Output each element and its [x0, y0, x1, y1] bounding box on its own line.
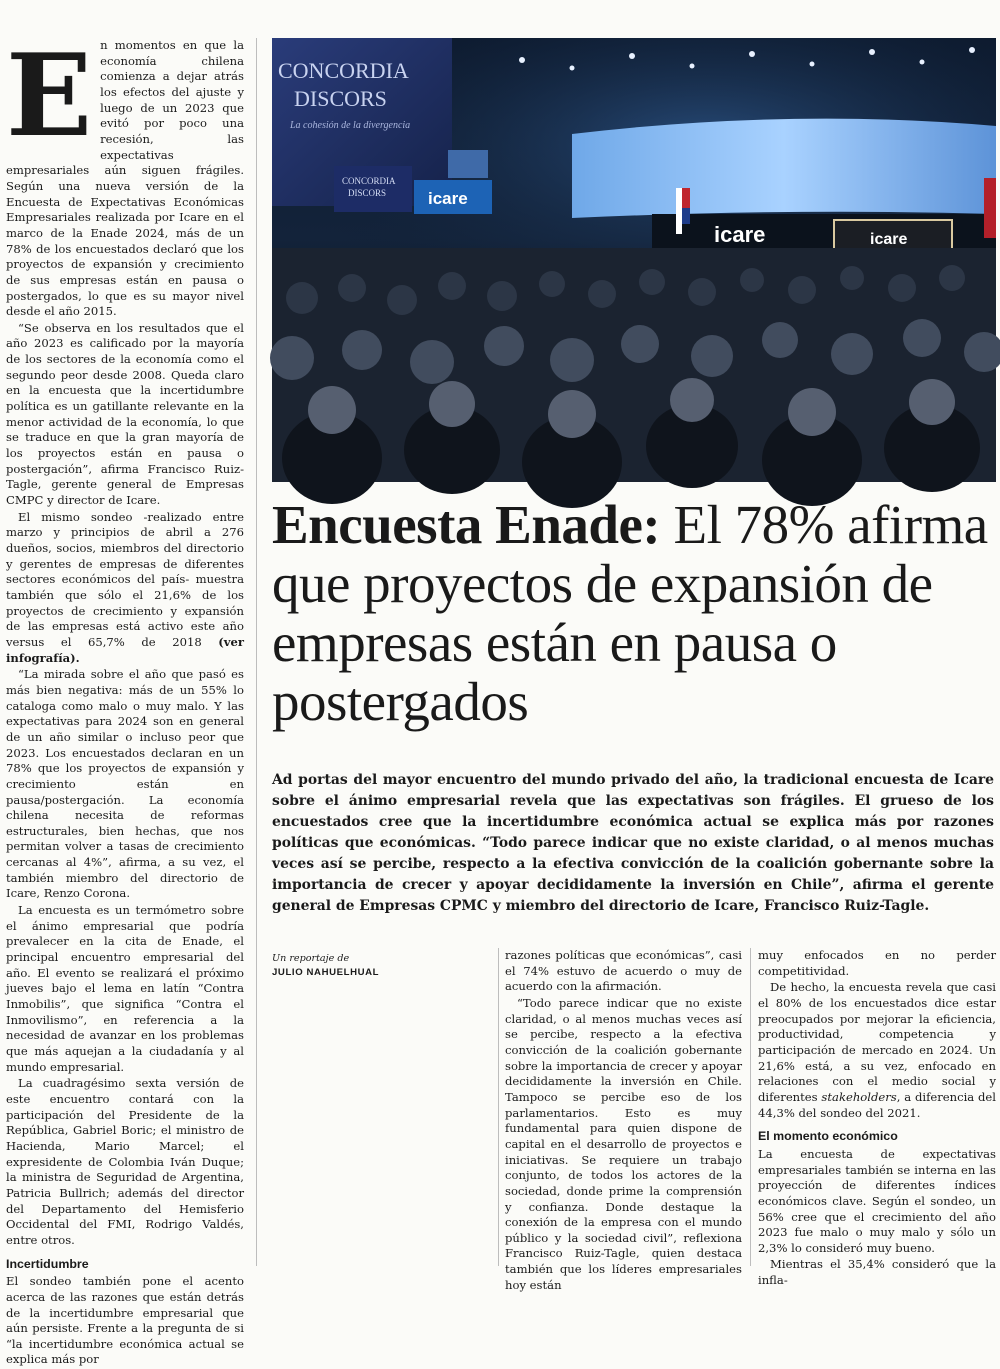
article-paragraph: “Todo parece indicar que no existe claridad, o al menos muchas veces así se percibe, respecto a la efectiva convicción de la coalición gobernante sobre la importancia de crecer y apoyar decididamente la inversión en Chile. Tampoco se percibe eso de los parlamentarios. Esto es muy fundamental para quien dispone de capital en el desarrollo de proyectos e iniciativas. Se requiere un trabajo conjunto, de todos los actores de la sociedad, donde prime la comprensión y confianza. Donde destaque la conexión de la empresa con el mundo público y la sociedad civil”, reflexiona Francisco Ruiz-Tagle, quien destaca también que los líderes empresariales hoy están — [505, 995, 742, 1292]
svg-text:DISCORS: DISCORS — [348, 188, 387, 198]
column-divider — [498, 948, 499, 1266]
article-paragraph: La encuesta de expectativas empresariales también se interna en las proyección de diferentes índices económicos clave. Según el sondeo, un 56% cree que el crecimiento del año 2023 fue malo o muy malo y sólo un 2,3% lo consideró muy bueno. — [758, 1146, 996, 1255]
headline-rest: El 78% afirma que proyectos de expansión de empresas están en pausa o postergados — [272, 494, 988, 732]
byline-label: Un reportaje de — [272, 953, 350, 964]
article-paragraph: El mismo sondeo -realizado entre marzo y principios de abril a 276 dueños, socios, miembros del directorio y gerentes de empresas de diferentes sectores económicos del país- muestra también que sólo el 21,6% de los proyectos de crecimiento y expansión de las empresas está activo este año versus el 65,7% de 2018 (ver infografía). — [6, 509, 245, 665]
right-article-column — [758, 948, 996, 1290]
podium-logo: icare — [870, 231, 908, 248]
article-paragraph: muy enfocados en no perder competitividad. — [758, 948, 996, 978]
article-paragraph: “Se observa en los resultados que el año 2023 es calificado por la mayoría de los sectores de la economía como el segundo peor desde 2008. Queda claro en la encuesta que la incertidumbre política es un gatillante relevante en la menor actividad de la economía, lo que se traduce en que la gran mayoría de los proyectos están en pausa o postergación”, afirma Francisco Ruiz-Tagle, gerente general de Empresas CMPC y director de Icare. — [6, 320, 244, 508]
article-paragraph: La encuesta es un termómetro sobre el ánimo empresarial que podría prevalecer en la cita de Enade, el principal encuentro empresarial del año. El evento se realizará el próximo jueves bajo el lema en latín “Contra Inmobilis”, que significa “Contra el Inmovilismo”, en referencia a la necesidad de avanzar en los problemas que más aquejan a la ciudadanía y al mundo empresarial. — [6, 903, 244, 1074]
svg-text:CONCORDIA: CONCORDIA — [342, 176, 396, 186]
headline-bold: Encuesta Enade: — [272, 494, 661, 555]
article-paragraph: Mientras el 35,4% consideró que la infla- — [758, 1257, 996, 1288]
article-lead: Ad portas del mayor encuentro del mundo privado del año, la tradicional encuesta de Icare sobre el ánimo empresarial revela que las expectativas son frágiles. El grueso de los encuestados cree que la incertidumbre económica actual se explica más por razones políticas que económicas. “Todo parece indicar que no existe claridad, o al menos muchas veces así se percibe, respecto a la efectiva convicción de la coalición gobernante sobre la importancia de crecer y apoyar decididamente la inversión en Chile”, afirma el gerente general de Empresas CPMC y miembro del directorio de Icare, Francisco Ruiz-Tagle. — [272, 772, 994, 914]
article-paragraph: El sondeo también pone el acento acerca de las razones que están detrás de la incertidumbre empresarial que aún persiste. Frente a la pregunta de si “la incertidumbre económica actual se explica más por — [6, 1274, 244, 1367]
subhead-incertidumbre: Incertidumbre — [6, 1256, 89, 1271]
screen-title: DISCORS — [294, 86, 387, 111]
stakeholders-term: stakeholders — [821, 1089, 897, 1104]
column-divider — [750, 948, 751, 1266]
infographic-reference: (ver infografía). — [6, 634, 245, 665]
stage-logo: icare — [714, 222, 766, 247]
screen-subtitle: La cohesión de la divergencia — [290, 120, 411, 131]
article-paragraph: “La mirada sobre el año que pasó es más bien negativa: más de un 55% lo cataloga como malo o muy malo. Y las expectativas para 2024 son en general de un año similar o incluso peor que 2023. Los encuestados declaran en un 78% que los proyectos de expansión y crecimiento están en pausa/postergación. La economía chilena necesita de reformas estructurales, bien hechas, que nos permitan volver a tasas de crecimiento cercanas al 4%”, afirma, a su vez, el también miembro del directorio de Icare, Renzo Corona. — [6, 667, 244, 901]
icare-logo: icare — [428, 189, 468, 208]
left-article-column — [6, 29, 245, 1369]
screen-title: CONCORDIA — [278, 58, 409, 83]
opening-paragraph: En momentos en que la economía chilena comienza a dejar atrás los efectos del ajuste y luego de un 2023 que evitó por poco una recesión, las expectativas empresariales aún siguen frágiles. Según una nueva versión de la Encuesta de Expectativas Económicas Empresariales realizada por Icare en el marco de la Enade 2024, más de un 78% de los encuestados declaró que los proyectos de expansión y crecimiento de sus empresas están en pausa o postergados, lo que es su mayor nivel desde el año 2015. — [6, 29, 244, 319]
article-paragraph: De hecho, la encuesta revela que casi el 80% de los encuestados dice estar preocupados por mejorar la eficiencia, productividad, competencia y participación de mercado en 2024. Un 21,6% está, a su vez, enfocado en relaciones con el medio social y diferentes stakeholders, a diferencia del 44,3% del sondeo del 2021. — [758, 980, 996, 1120]
middle-article-column — [505, 948, 742, 1294]
column-divider — [256, 38, 257, 1266]
dropcap-letter: E — [6, 29, 93, 162]
byline — [272, 952, 482, 980]
byline-author: JULIO NAHUELHUAL — [272, 967, 380, 978]
article-paragraph: La cuadragésimo sexta versión de este encuentro contará con la participación del Presidente de la República, Gabriel Boric; el ministro de Hacienda, Mario Marcel; el expresidente de Colombia Iván Duque; la ministra de Seguridad de Argentina, Patricia Bullrich; además del director del Departamento del Hemisferio Occidental del FMI, Rodrigo Valdés, entre otros. — [6, 1076, 244, 1247]
subhead-momento-economico: El momento económico — [758, 1129, 898, 1144]
event-photo — [272, 38, 996, 482]
article-headline — [272, 495, 996, 731]
article-paragraph: razones políticas que económicas”, casi el 74% estuvo de acuerdo o muy de acuerdo con la afirmación. — [505, 948, 742, 994]
